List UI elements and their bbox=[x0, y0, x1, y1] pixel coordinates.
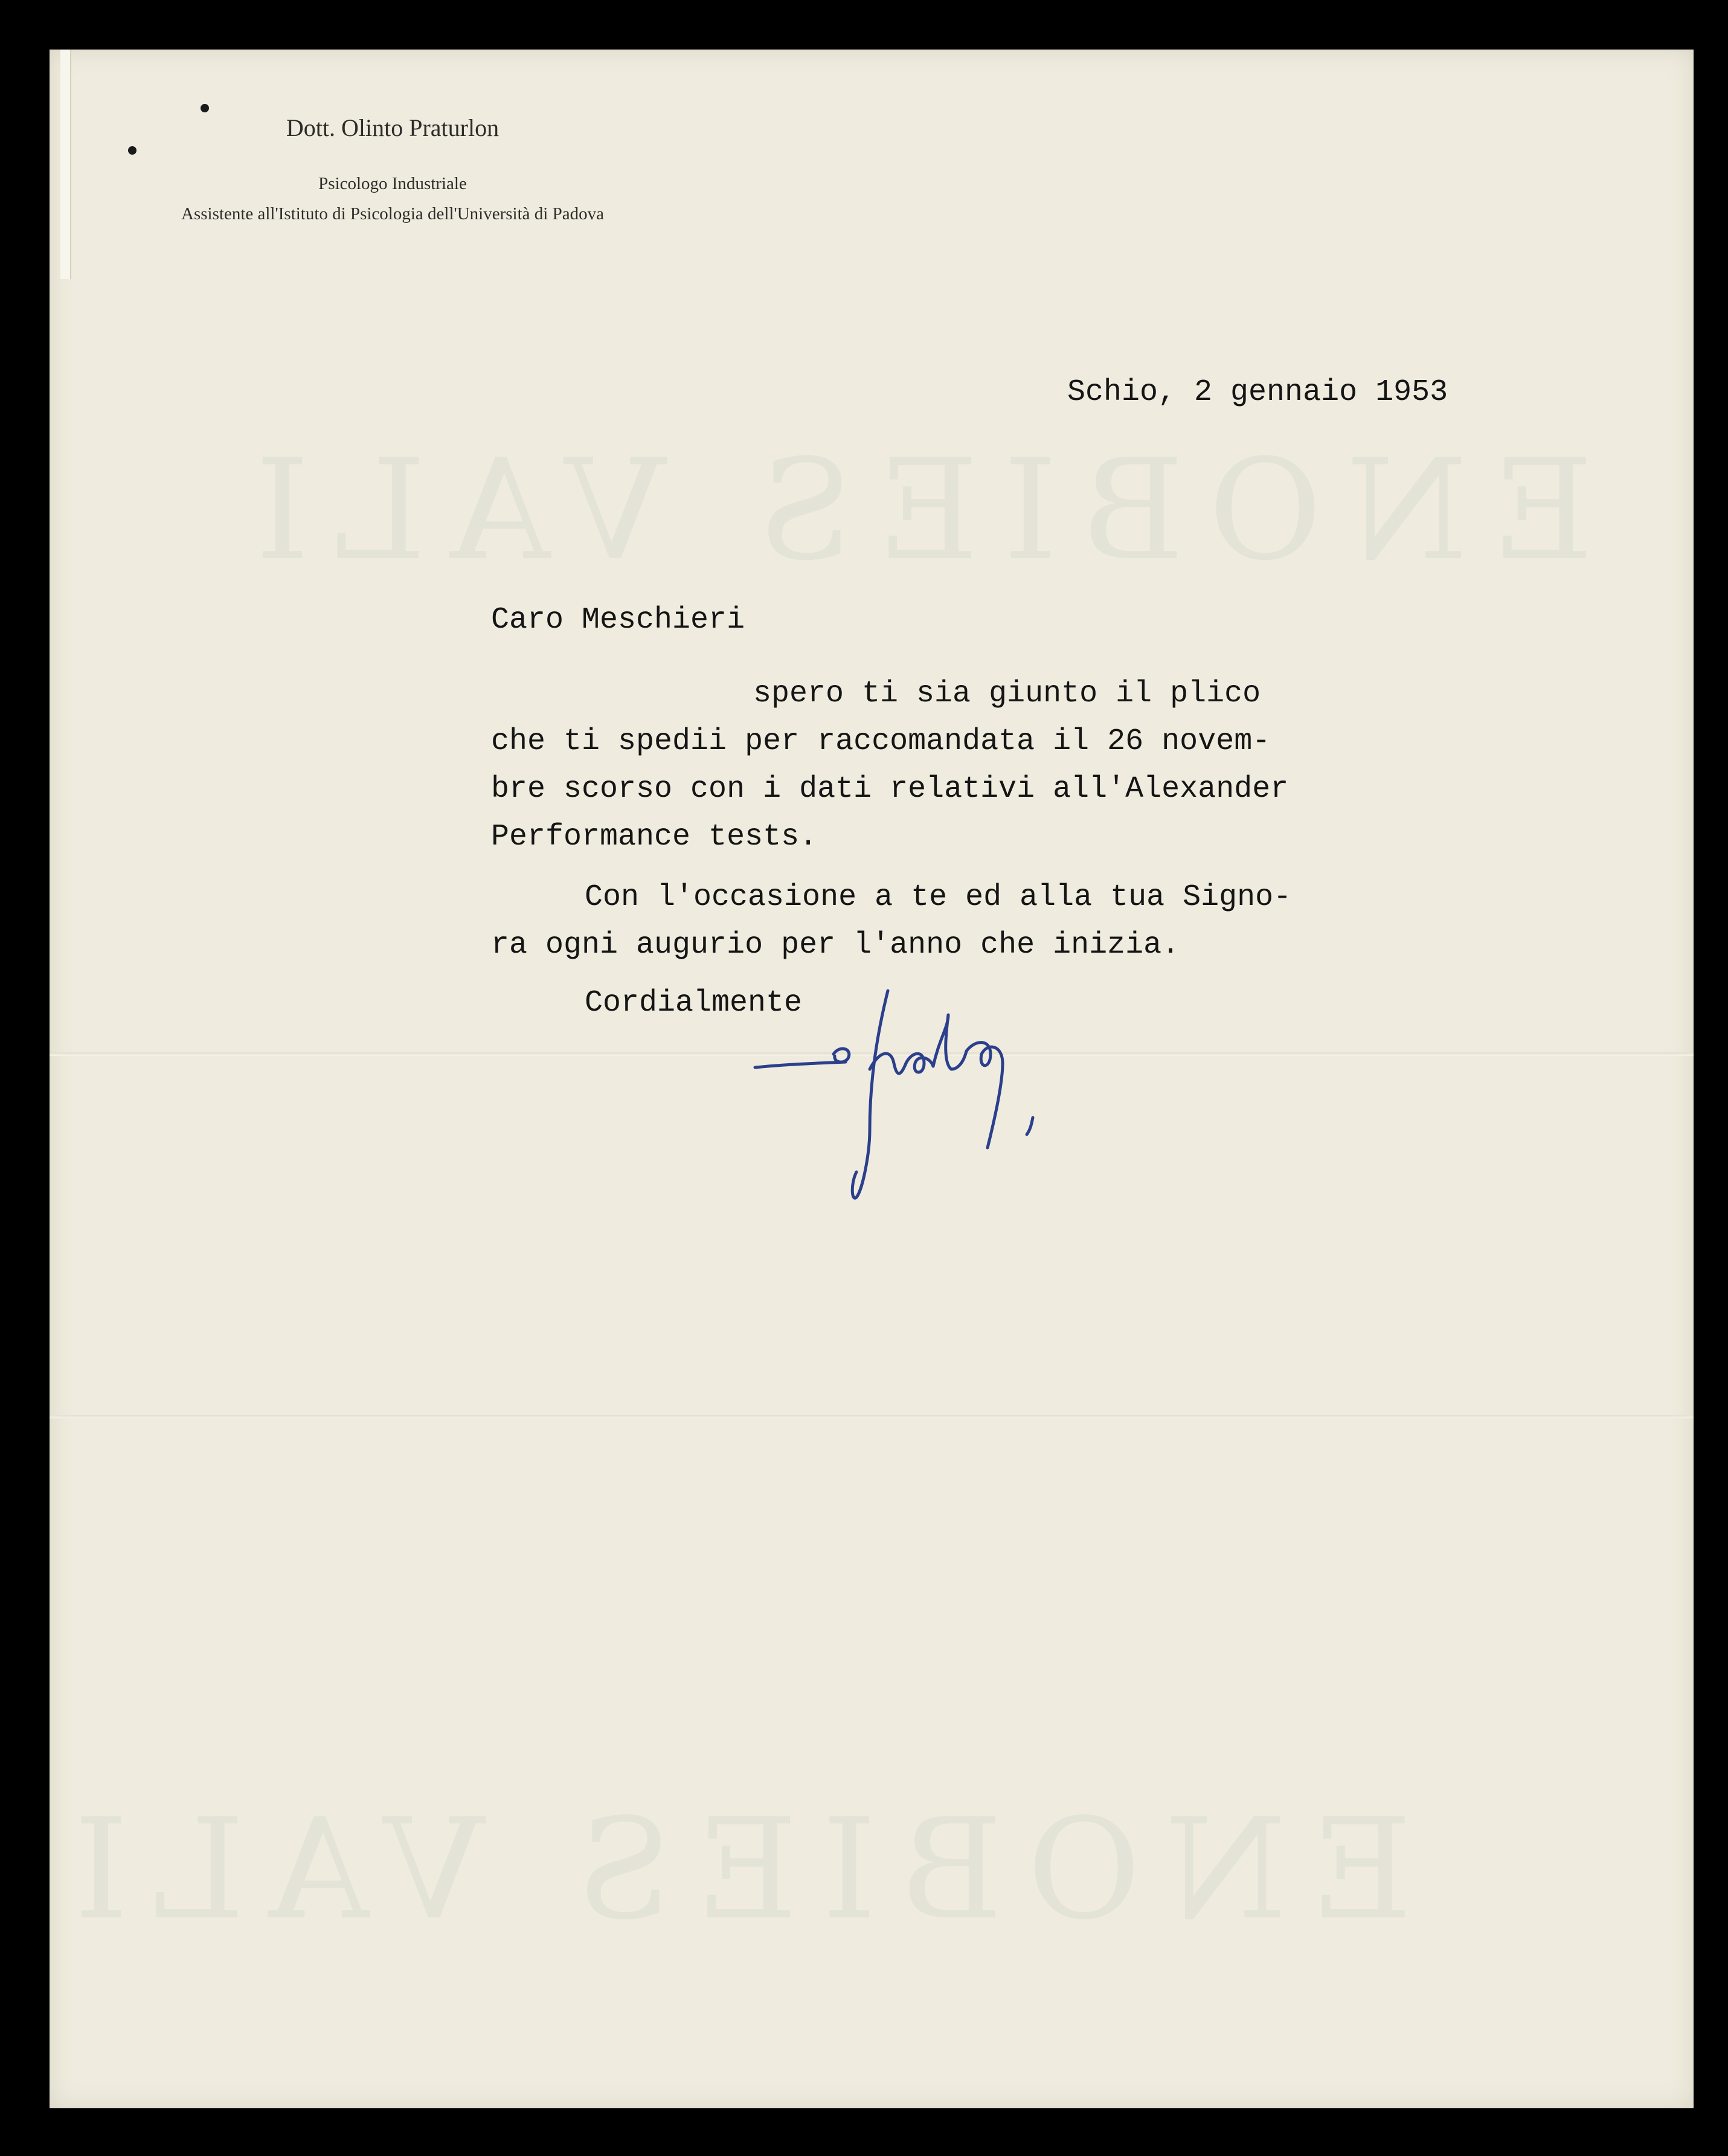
closing: Cordialmente bbox=[585, 986, 803, 1020]
letterhead-name: Dott. Olinto Praturlon bbox=[286, 114, 499, 141]
body-line: che ti spedii per raccomandata il 26 novem- bbox=[491, 724, 1271, 759]
punch-hole bbox=[201, 104, 209, 112]
fold-line bbox=[50, 1415, 1694, 1418]
salutation: Caro Meschieri bbox=[491, 603, 745, 637]
paper-edge-strip bbox=[60, 50, 71, 279]
body-line: Performance tests. bbox=[491, 820, 818, 854]
body-line: ra ogni augurio per l'anno che inizia. bbox=[491, 928, 1180, 962]
body-line: spero ti sia giunto il plico bbox=[753, 677, 1261, 711]
watermark: ENOBIES VALI bbox=[231, 430, 1594, 591]
watermark: ENOBIES VALI bbox=[50, 1789, 1413, 1951]
letterhead-affiliation: Assistente all'Istituto di Psicologia dell'Università di Padova bbox=[181, 204, 604, 224]
body-line: Con l'occasione a te ed alla tua Signo- bbox=[585, 880, 1292, 915]
letterhead-role: Psicologo Industriale bbox=[318, 174, 467, 193]
date-line: Schio, 2 gennaio 1953 bbox=[1067, 375, 1448, 410]
signature bbox=[749, 979, 1160, 1208]
punch-hole bbox=[128, 146, 137, 155]
body-line: bre scorso con i dati relativi all'Alexander bbox=[491, 772, 1289, 806]
